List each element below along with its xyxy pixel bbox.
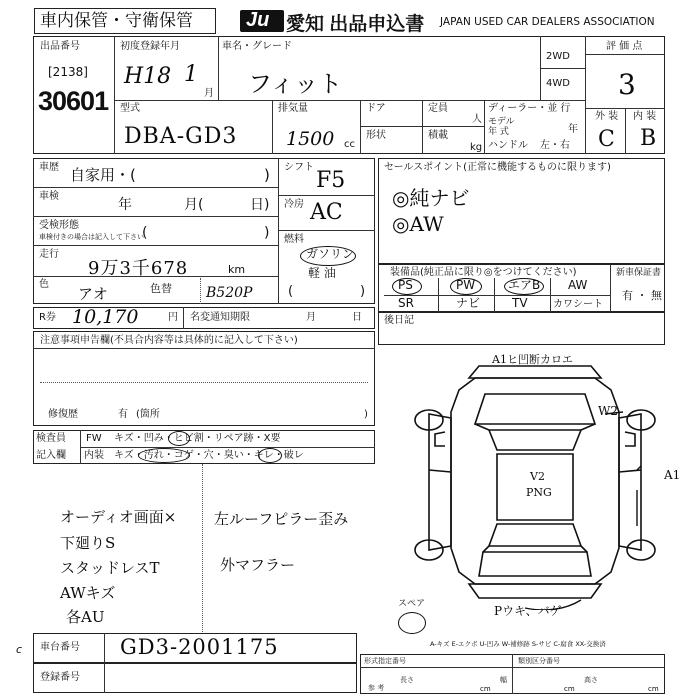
fw-dent-circle bbox=[168, 431, 190, 446]
repair-close: ) bbox=[364, 409, 368, 420]
rating-label: 評 価 点 bbox=[606, 41, 643, 52]
lot-number: 30601 bbox=[38, 86, 109, 116]
height-unit: cm bbox=[648, 685, 659, 693]
recycle-unit: 円 bbox=[168, 312, 178, 323]
equip-item-7: カワシート bbox=[553, 299, 603, 310]
acceptance-note: 車検付きの場合は記入して下さい bbox=[39, 233, 144, 241]
diagram-top-note: A1ヒ凹断カロエ bbox=[492, 353, 573, 366]
damage-legend: A-キズ E-エクボ U-凹み W-補修跡 S-サビ C-腐食 XX-交換済 bbox=[430, 640, 606, 648]
shift-label: シフト bbox=[284, 162, 314, 173]
inspection-close: 日) bbox=[250, 197, 270, 213]
equip-item-5: ナビ bbox=[456, 296, 481, 310]
chassis-value: GD3-2001175 bbox=[120, 635, 279, 659]
sales-point-1: ◎純ナビ bbox=[392, 186, 470, 210]
lot-sub-number: [2138] bbox=[48, 65, 88, 79]
sales-point-2: ◎AW bbox=[392, 212, 444, 236]
registration-month: 1 bbox=[184, 62, 198, 87]
storage-title: 車内保管・守衛保管 bbox=[40, 11, 193, 31]
note-line-1: 下廻りS bbox=[60, 534, 116, 552]
diagram-roof-v2: V2 bbox=[530, 470, 545, 483]
diagram-roof-png: PNG bbox=[526, 486, 552, 499]
drive-2wd: 2WD bbox=[546, 51, 570, 62]
diagram-a1: A1 bbox=[664, 468, 681, 482]
margin-mark: c bbox=[16, 643, 23, 656]
fuel-diesel: 軽 油 bbox=[308, 266, 336, 280]
car-name-label: 車名・グレード bbox=[222, 41, 292, 52]
mileage-label: 走行 bbox=[39, 249, 59, 260]
plate-row bbox=[33, 663, 357, 693]
model-value: DBA-GD3 bbox=[124, 124, 238, 149]
notice-label: 名変通知期限 bbox=[190, 312, 250, 323]
displacement-label: 排気量 bbox=[278, 103, 308, 114]
sales-points-label: セールスポイント(正常に機能するものに限ります) bbox=[384, 162, 611, 173]
note-line-0: オーディオ画面× bbox=[60, 508, 177, 526]
note-right-0: 左ルーフピラー歪み bbox=[214, 510, 349, 528]
acceptance-open: ( bbox=[142, 225, 148, 241]
history-value: 自家用・( bbox=[70, 166, 136, 184]
height-label: 高さ bbox=[584, 676, 598, 684]
model-label: 型式 bbox=[120, 103, 140, 114]
after-note-label: 後日記 bbox=[384, 315, 414, 326]
chassis-label: 車台番号 bbox=[40, 642, 80, 653]
equipment-label: 装備品(純正品に限り◎をつけてください) bbox=[390, 267, 577, 278]
inspector-note-label: 記入欄 bbox=[36, 450, 66, 461]
fuel-open: ( bbox=[288, 284, 294, 299]
after-note-box bbox=[378, 312, 665, 345]
color-code: B520P bbox=[206, 285, 253, 301]
notice-day: 日 bbox=[352, 312, 362, 323]
capacity-label: 定員 bbox=[428, 103, 448, 114]
rating-exterior: C bbox=[598, 127, 615, 152]
equip-item-4: SR bbox=[398, 296, 414, 310]
color-change-label: 色替 bbox=[150, 282, 172, 295]
color-value: アオ bbox=[78, 285, 108, 303]
registration-month-unit: 月 bbox=[204, 88, 214, 99]
displacement-value: 1500 bbox=[286, 128, 335, 150]
recycle-value: 10,170 bbox=[72, 306, 139, 328]
org-title-en: JAPAN USED CAR DEALERS ASSOCIATION bbox=[440, 16, 655, 28]
load-unit: kg bbox=[470, 142, 483, 153]
plate-label: 登録番号 bbox=[40, 672, 80, 683]
model-year-label: モデル 年 式 bbox=[488, 117, 515, 137]
rating-interior-label: 内 装 bbox=[633, 111, 657, 122]
fw-items: キズ・凹み・ヒビ割・リペア跡・X要 bbox=[114, 433, 281, 444]
repair-yes: 有 bbox=[118, 409, 128, 420]
history-label: 車歴 bbox=[39, 162, 59, 173]
note-line-2: スタッドレスT bbox=[60, 559, 160, 577]
equip-item-6: TV bbox=[512, 296, 528, 310]
type-approval-label: 形式指定番号 bbox=[364, 657, 406, 665]
length-label: 長さ bbox=[400, 676, 414, 684]
door-label: ドア bbox=[366, 103, 386, 114]
width-unit: cm bbox=[564, 685, 575, 693]
mileage-unit: km bbox=[228, 263, 246, 276]
inspector-label: 検査員 bbox=[36, 433, 66, 444]
width-label: 幅 bbox=[500, 676, 507, 684]
displacement-unit: cc bbox=[344, 139, 355, 150]
notice-month: 月 bbox=[306, 312, 316, 323]
remarks-label: 注意事項申告欄(不具合内容等は具体的に記入して下さい) bbox=[40, 335, 298, 346]
inspection-label: 車検 bbox=[39, 191, 59, 202]
int-dirt-circle bbox=[138, 448, 190, 463]
equip-item-0: PS bbox=[398, 278, 413, 292]
note-line-4: 各AU bbox=[66, 608, 105, 626]
fuel-gasoline: ガソリン bbox=[306, 247, 355, 261]
shift-value: F5 bbox=[316, 168, 346, 193]
color-label: 色 bbox=[39, 279, 49, 290]
note-line-3: AWキズ bbox=[60, 584, 116, 602]
registration-era-year: H18 bbox=[124, 64, 172, 89]
rating-interior: B bbox=[640, 126, 657, 151]
car-name-value: フィット bbox=[248, 70, 343, 98]
note-right-1: 外マフラー bbox=[220, 556, 296, 574]
registration-label: 初度登録年月 bbox=[120, 41, 180, 52]
ac-value: AC bbox=[310, 200, 343, 225]
equip-item-1: PW bbox=[456, 278, 476, 292]
fuel-label: 燃料 bbox=[284, 234, 304, 245]
inspection-month: 月( bbox=[184, 197, 204, 213]
warranty-options: 有 ・ 無 bbox=[622, 289, 662, 302]
capacity-unit: 人 bbox=[472, 114, 482, 125]
diagram-bottom-note: Pウキ、バゲ bbox=[494, 604, 562, 618]
diagram-w2: W2 bbox=[598, 404, 618, 418]
spare-label: スペア bbox=[398, 599, 426, 609]
inspection-year: 年 bbox=[118, 197, 132, 213]
int-items: キズ・汚れ・コゲ・穴・臭い・キレ・破レ bbox=[114, 450, 304, 461]
sales-points-box bbox=[378, 158, 665, 264]
rating-score: 3 bbox=[618, 68, 636, 101]
handle-options: 左・右 bbox=[540, 140, 570, 151]
history-close: ) bbox=[264, 166, 270, 184]
load-label: 積載 bbox=[428, 130, 448, 141]
ac-label: 冷房 bbox=[284, 199, 304, 210]
ju-logo-text: Ju bbox=[246, 9, 270, 31]
reference-label: 参 考 bbox=[368, 684, 385, 692]
acceptance-label: 受検形態 bbox=[39, 220, 79, 231]
repair-label: 修復歴 bbox=[48, 409, 78, 420]
rating-exterior-label: 外 装 bbox=[595, 111, 619, 122]
equip-item-2: エアB bbox=[508, 278, 541, 292]
recycle-label: R券 bbox=[39, 312, 56, 323]
handle-label: ハンドル bbox=[488, 140, 528, 151]
spare-tire-icon bbox=[398, 612, 426, 634]
door-shape-label: 形状 bbox=[366, 130, 386, 141]
acceptance-close: ) bbox=[264, 225, 270, 241]
repair-location: (箇所 bbox=[136, 409, 160, 420]
model-year-unit: 年 bbox=[568, 124, 578, 135]
int-odor-circle bbox=[258, 448, 282, 463]
warranty-label: 新車保証書 bbox=[616, 268, 662, 278]
length-unit: cm bbox=[480, 685, 491, 693]
fuel-close: ) bbox=[360, 284, 366, 299]
dealer-label: ディーラー・並 行 bbox=[488, 103, 571, 114]
category-label: 類別区分番号 bbox=[518, 657, 560, 665]
drive-4wd: 4WD bbox=[546, 78, 570, 89]
mileage-value: 9万3千678 bbox=[88, 258, 189, 279]
lot-label: 出品番号 bbox=[40, 41, 80, 52]
equip-item-3: AW bbox=[568, 278, 588, 292]
int-label: 内装 bbox=[84, 450, 104, 461]
org-title: 愛知 出品申込書 bbox=[286, 14, 425, 35]
fw-label: FW bbox=[86, 433, 102, 444]
